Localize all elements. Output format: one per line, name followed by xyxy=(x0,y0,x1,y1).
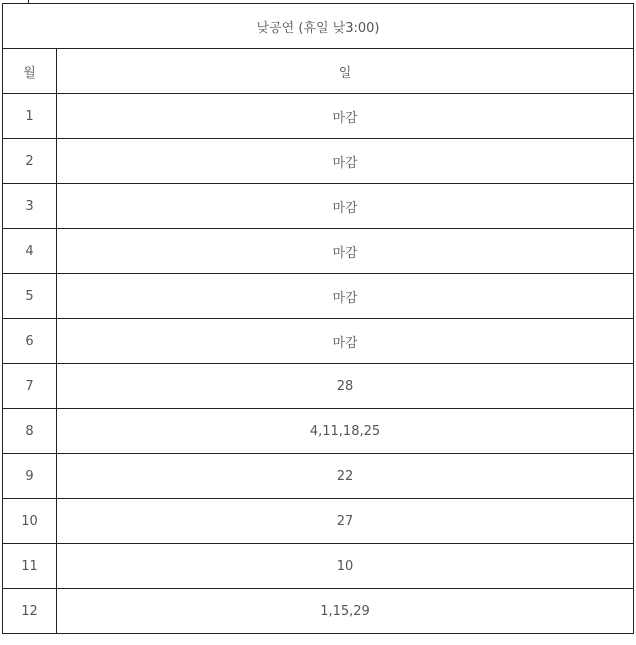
table-row xyxy=(3,184,634,229)
month-cell: 3 xyxy=(3,184,57,229)
days-cell: 마감 xyxy=(57,139,634,184)
month-cell: 2 xyxy=(3,139,57,184)
matinee-schedule-table xyxy=(2,3,634,634)
table-row xyxy=(3,544,634,589)
table-row xyxy=(3,454,634,499)
days-cell: 1,15,29 xyxy=(57,589,634,634)
table-row xyxy=(3,589,634,634)
table-header-row xyxy=(3,49,634,94)
month-column-header: 월 xyxy=(3,49,57,94)
days-cell: 마감 xyxy=(57,184,634,229)
table-row xyxy=(3,319,634,364)
table-title: 낮공연 (휴일 낮3:00) xyxy=(3,4,634,49)
month-cell: 1 xyxy=(3,94,57,139)
table-row xyxy=(3,409,634,454)
month-cell: 5 xyxy=(3,274,57,319)
month-cell: 10 xyxy=(3,499,57,544)
table-row xyxy=(3,364,634,409)
table-row xyxy=(3,139,634,184)
month-cell: 6 xyxy=(3,319,57,364)
table-row xyxy=(3,499,634,544)
month-cell: 8 xyxy=(3,409,57,454)
month-cell: 9 xyxy=(3,454,57,499)
month-cell: 7 xyxy=(3,364,57,409)
days-cell: 마감 xyxy=(57,229,634,274)
days-cell: 마감 xyxy=(57,94,634,139)
month-cell: 12 xyxy=(3,589,57,634)
month-cell: 4 xyxy=(3,229,57,274)
days-cell: 마감 xyxy=(57,274,634,319)
table-row xyxy=(3,229,634,274)
table-row xyxy=(3,94,634,139)
table-row xyxy=(3,274,634,319)
days-cell: 4,11,18,25 xyxy=(57,409,634,454)
month-cell: 11 xyxy=(3,544,57,589)
days-cell: 27 xyxy=(57,499,634,544)
table-body xyxy=(3,4,634,634)
day-column-header: 일 xyxy=(57,49,634,94)
days-cell: 28 xyxy=(57,364,634,409)
days-cell: 22 xyxy=(57,454,634,499)
days-cell: 마감 xyxy=(57,319,634,364)
days-cell: 10 xyxy=(57,544,634,589)
table-title-row xyxy=(3,4,634,49)
